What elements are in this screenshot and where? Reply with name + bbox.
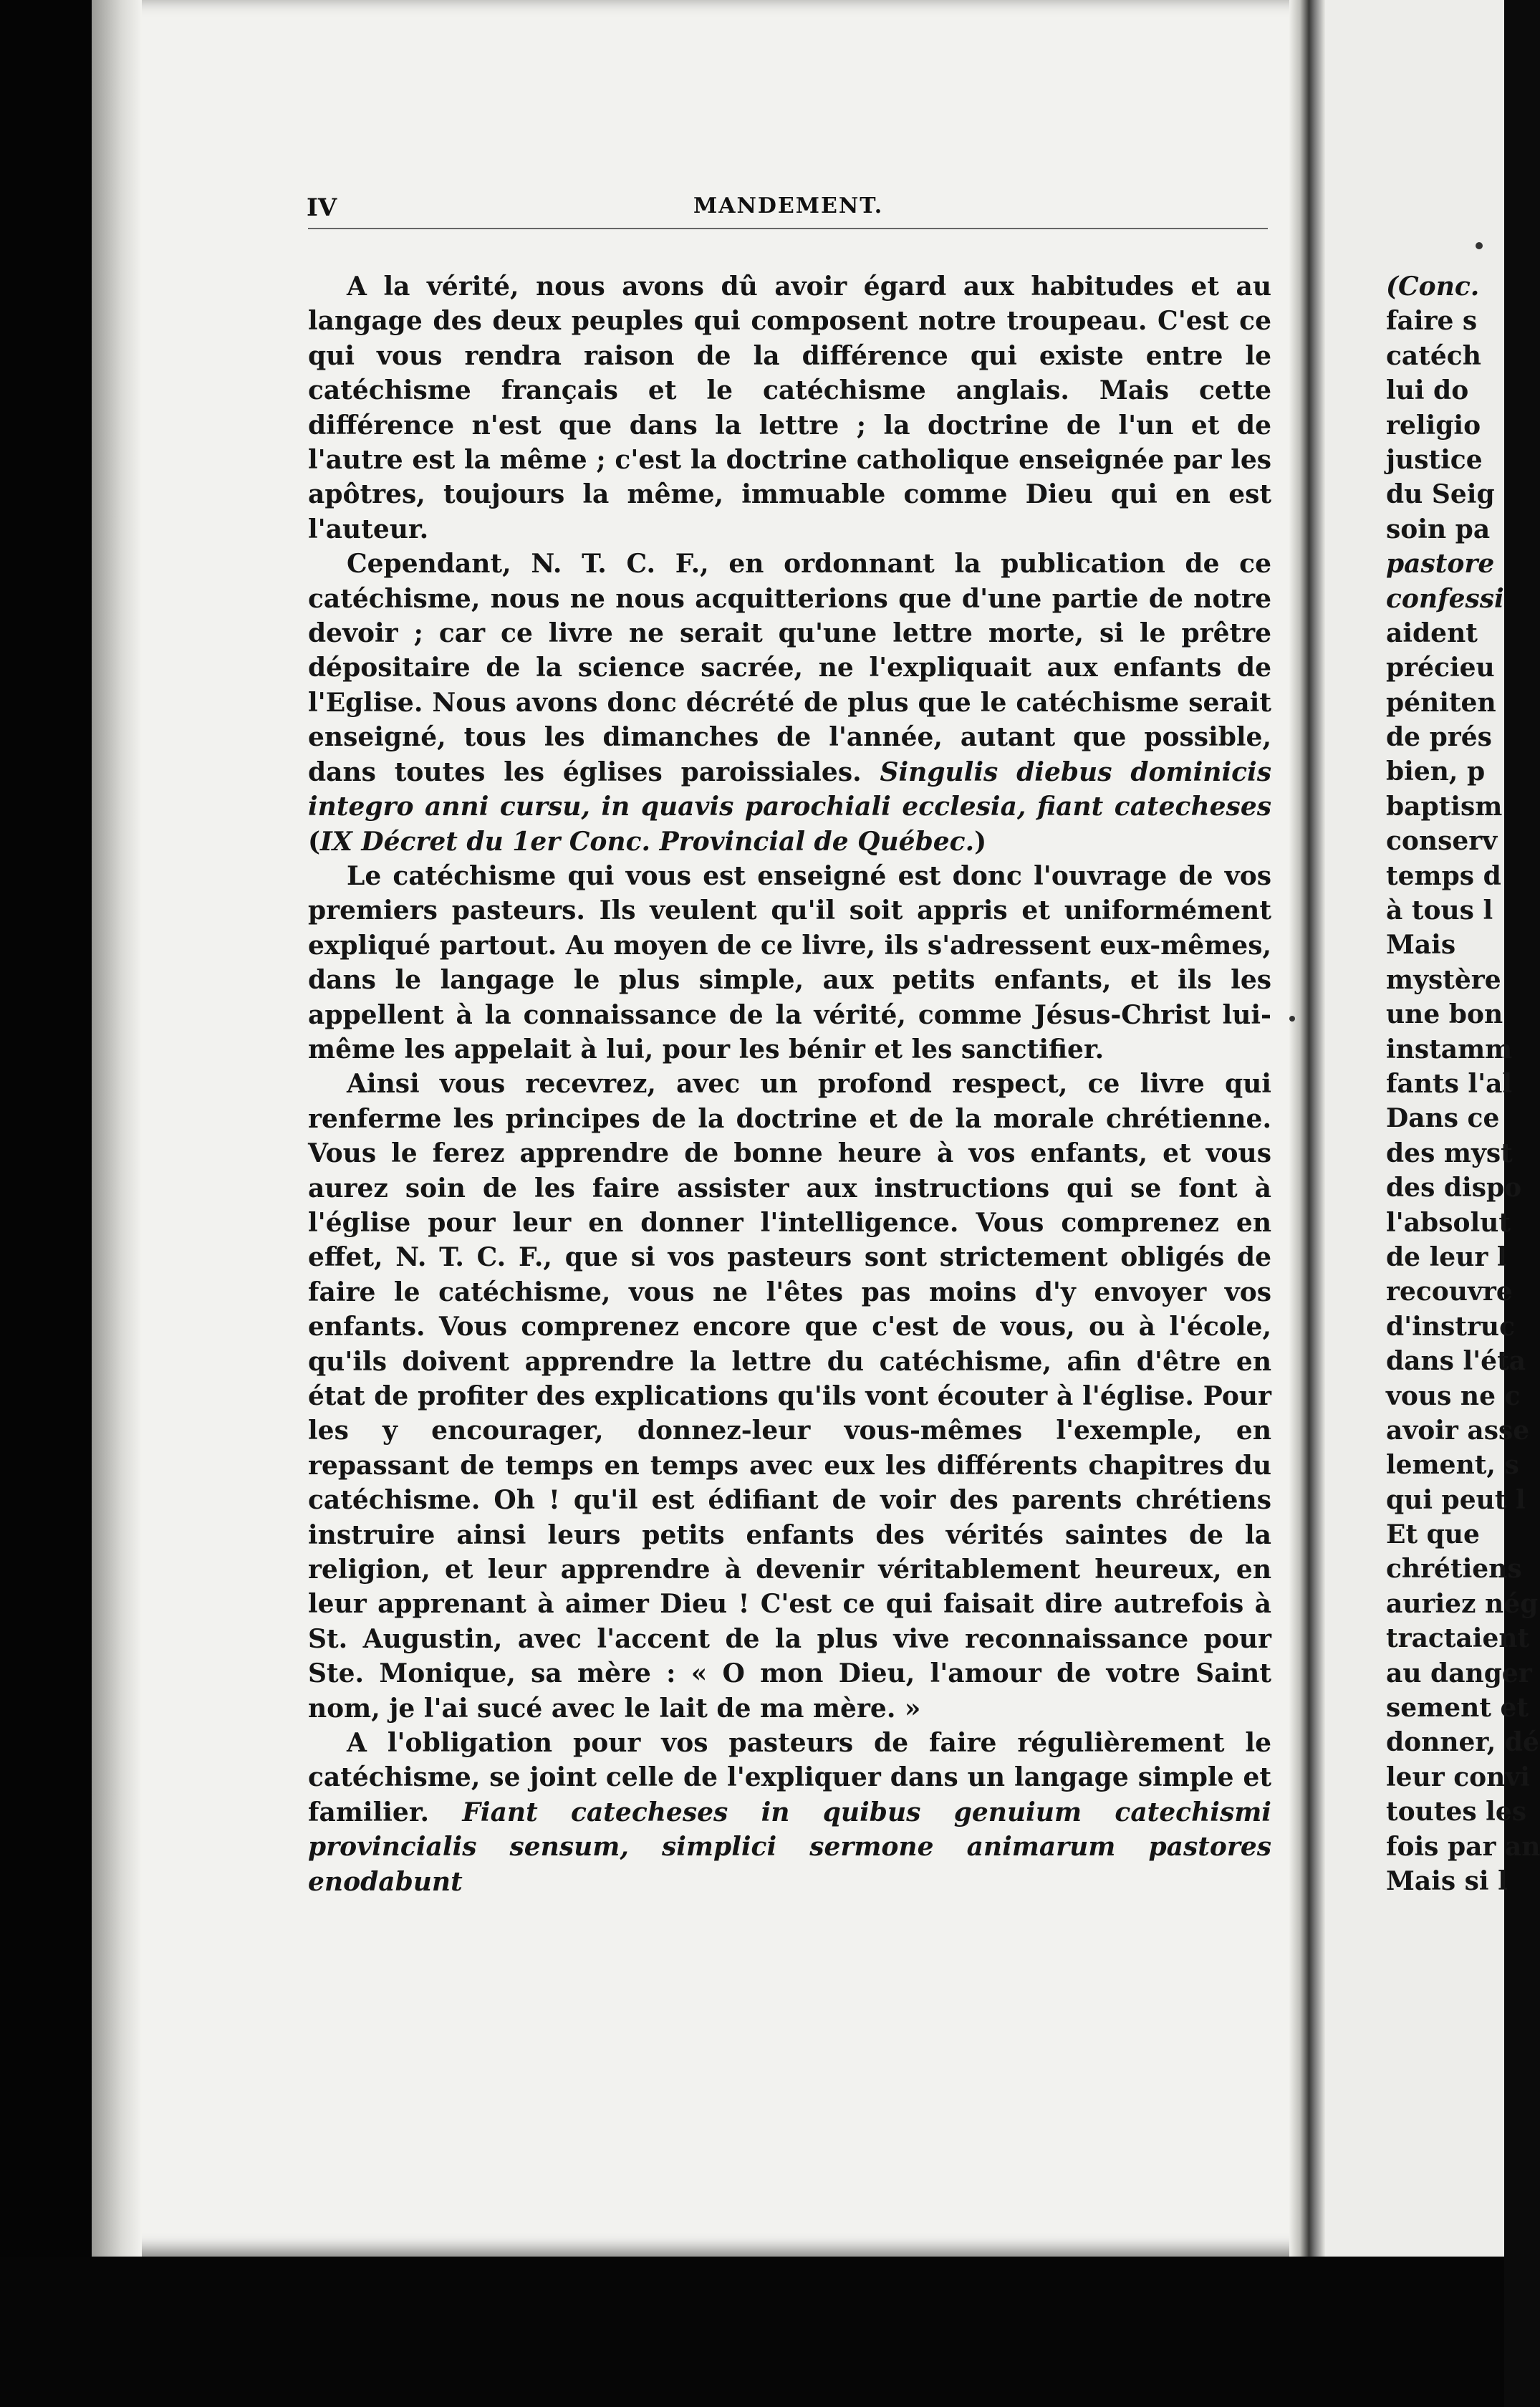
running-title: MANDEMENT.: [693, 193, 884, 218]
right-page-line: justice: [1386, 444, 1483, 475]
right-page-line: donner, dé: [1386, 1727, 1539, 1758]
paragraph-3: [308, 859, 1271, 1067]
right-page-line: Et que: [1386, 1519, 1480, 1550]
right-page-line: bien, p: [1386, 756, 1486, 787]
right-page-line: chrétiens: [1386, 1554, 1522, 1585]
right-page-text: [1386, 269, 1540, 1898]
right-page-line: des myst: [1386, 1138, 1513, 1168]
right-page-line: de leur l: [1386, 1241, 1507, 1272]
right-page-line: l'absolut: [1386, 1207, 1511, 1238]
right-page-line: précieu: [1386, 653, 1495, 683]
book-gutter: [1289, 0, 1325, 2285]
main-text-block: [308, 269, 1271, 1899]
right-page-line: soin pa: [1386, 514, 1491, 544]
right-page-line: lui do: [1386, 375, 1469, 406]
paragraph-5-text: A l'obligation pour vos pasteurs de faire régulièrement le catéchisme, se joint celle de l'expliquer dans un langage simple et familier.: [308, 1728, 1271, 1827]
right-page-line: confessi: [1386, 583, 1504, 614]
right-page-line: des dispo: [1386, 1173, 1522, 1204]
right-page-line: mystère: [1386, 964, 1501, 995]
paragraph-1: [308, 269, 1271, 547]
right-page-line: temps d: [1386, 860, 1501, 891]
right-page-line: du Seig: [1386, 479, 1495, 510]
right-page-line: Mais: [1386, 930, 1456, 961]
right-page-line: catéch: [1386, 340, 1481, 371]
paragraph-2: [308, 547, 1271, 859]
right-page-line: dans l'éta: [1386, 1346, 1526, 1377]
page-folio: IV: [307, 193, 337, 222]
right-page-line: vous ne c: [1386, 1380, 1521, 1411]
ink-speck: [1289, 1016, 1295, 1022]
page-edge-shadow: [92, 0, 142, 2257]
right-page-line: Dans ce: [1386, 1103, 1500, 1134]
right-page-line: pastore: [1386, 549, 1495, 580]
right-page-line: religio: [1386, 410, 1481, 441]
running-head: [307, 193, 1266, 229]
paragraph-4-text: Ainsi vous recevrez, avec un profond respect, ce livre qui renferme les principes de la doctrine et de la morale chrétienne. Vous le ferez apprendre de bonne heure à vos enfants, et vous aurez soin de les faire assister aux instructions qui se font à l'église pour leur en donner l'intelligence. Vous comprenez en effet, N. T. C. F., que si vos pasteurs sont strictement obligés de faire le catéchisme, vous ne l'êtes pas moins d'y envoyer vos enfants. Vous comprenez encore que c'est de vous, ou à l'école, qu'ils doivent apprendre la lettre du catéchisme, afin d'être en état de profiter des explications qu'ils vont écouter à l'église. Pour les y encourager, donnez-leur vous-mêmes l'exemple, en repassant de temps en temps avec eux les différents chapitres du catéchisme. Oh ! qu'il est édifiant de voir des parents chrétiens instruire ainsi leurs petits enfants des vérités saintes de la religion, et leur apprendre à devenir véritablement heureux, en leur apprenant à aimer Dieu ! C'est ce qui faisait dire autrefois à St. Augustin, avec l'accent de la plus vive reconnaissance pour Ste. Monique, sa mère : « O mon Dieu, l'amour de votre Saint nom, je l'ai sucé avec le lait de ma mère. »: [308, 1069, 1271, 1724]
ink-speck: [1476, 242, 1483, 249]
scan-background-bottom: [0, 2257, 1504, 2407]
latin-quote-2: Fiant catecheses in quibus genuium catechismi provincialis sensum, simplici sermone animarum pastores enodabunt: [308, 1797, 1271, 1897]
right-page-line: de prés: [1386, 722, 1492, 753]
paragraph-3-text: Le catéchisme qui vous est enseigné est donc l'ouvrage de vos premiers pasteurs. Ils veulent qu'il soit appris et uniformément expliqué partout. Au moyen de ce livre, ils s'adressent eux-mêmes, dans le langage le plus simple, aux petits enfants, et ils les appellent à la connaissance de la vérité, comme Jésus-Christ lui-même les appelait à lui, pour les bénir et les sanctifier.: [308, 860, 1271, 1065]
ref-open: (: [308, 826, 321, 857]
right-page-line: (Conc.: [1386, 272, 1480, 302]
right-page-line: faire s: [1386, 306, 1478, 337]
right-page-line: au danger: [1386, 1658, 1532, 1688]
right-page-line: une bon: [1386, 999, 1503, 1030]
paragraph-1-text: A la vérité, nous avons dû avoir égard aux habitudes et au langage des deux peuples qui composent notre troupeau. C'est ce qui vous rendra raison de la différence qui existe entre le catéchisme français et le catéchisme anglais. Mais cette différence n'est que dans la lettre ; la doctrine de l'un et de l'autre est la même ; c'est la doctrine catholique enseignée par les apôtres, toujours la même, immuable comme Dieu qui en est l'auteur.: [308, 272, 1271, 544]
scan-background-left: [0, 0, 92, 2407]
right-page-line: instamm: [1386, 1034, 1513, 1065]
right-page-line: d'instruc: [1386, 1311, 1515, 1342]
right-page-line: avoir asse: [1386, 1415, 1530, 1446]
paragraph-4: [308, 1067, 1271, 1726]
latin-quote-1: Singulis diebus dominicis integro anni cursu, in quavis parochiali ecclesia, fiant catecheses: [308, 756, 1271, 822]
right-page-line: conserv: [1386, 826, 1498, 857]
paragraph-5: [308, 1726, 1271, 1899]
right-page-line: péniten: [1386, 687, 1496, 718]
decree-reference: IX Décret du 1er Conc. Provincial de Québec.: [320, 826, 975, 857]
right-page-line: qui peut l: [1386, 1484, 1526, 1515]
right-page-line: Mais si l: [1386, 1865, 1508, 1896]
header-rule: [308, 228, 1268, 229]
right-page-line: tractaient: [1386, 1623, 1530, 1654]
right-page-line: aident: [1386, 618, 1478, 648]
right-page-line: leur convi: [1386, 1762, 1530, 1792]
right-page-line: à tous l: [1386, 895, 1493, 926]
right-page-line: toutes les: [1386, 1797, 1526, 1827]
right-page-line: fants l'al: [1386, 1068, 1513, 1099]
right-page-line: fois par an: [1386, 1831, 1540, 1862]
ref-close: ): [974, 826, 987, 857]
right-page-line: sement et: [1386, 1693, 1529, 1724]
paragraph-2-text: Cependant, N. T. C. F., en ordonnant la publication de ce catéchisme, nous ne nous acquitterions que d'une partie de notre devoir ; car ce livre ne serait qu'une lettre morte, si le prêtre dépositaire de la science sacrée, ne l'expliquait aux enfants de l'Eglise. Nous avons donc décrété de plus que le catéchisme serait enseigné, tous les dimanches de l'année, autant que possible, dans toutes les églises paroissiales.: [308, 549, 1271, 787]
right-page-line: lement, s: [1386, 1450, 1519, 1481]
right-page-line: baptism: [1386, 791, 1503, 822]
right-page-line: auriez nég: [1386, 1588, 1539, 1619]
right-page-line: recouvre: [1386, 1277, 1513, 1307]
